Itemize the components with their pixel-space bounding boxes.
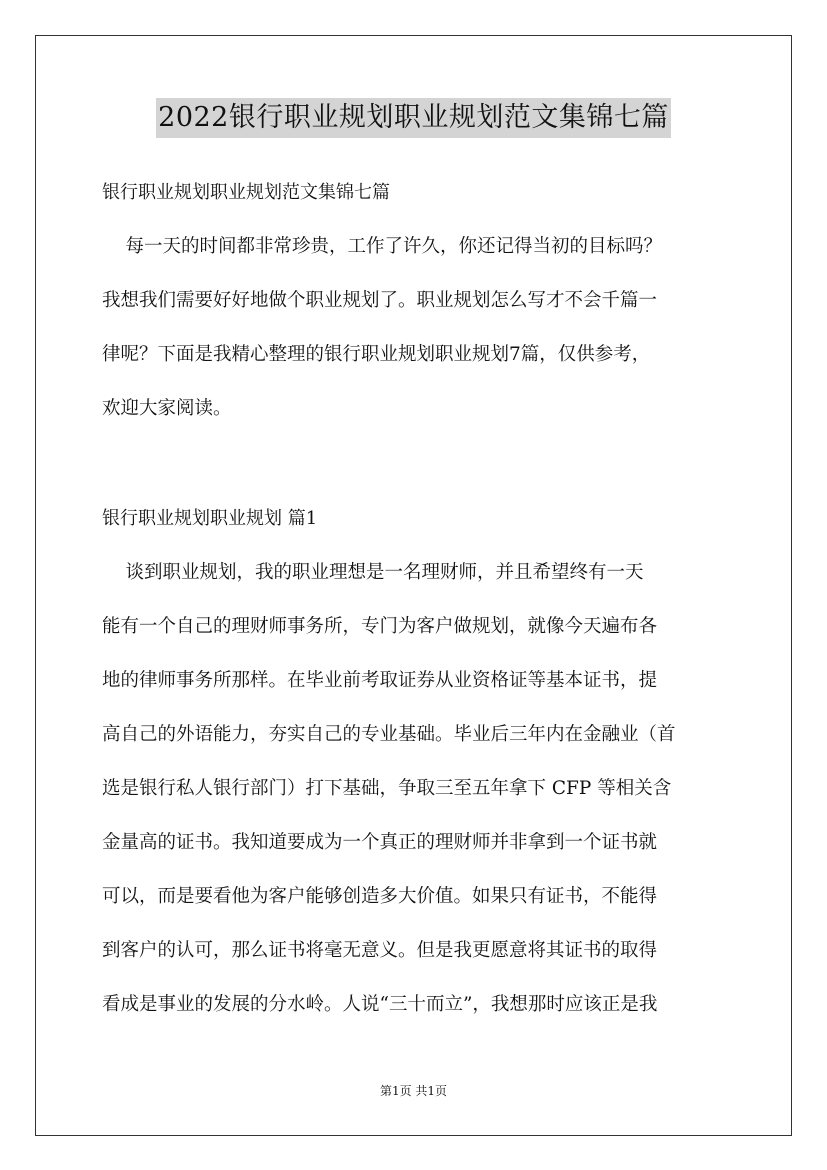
page-footer: 第1页 共1页 bbox=[379, 1084, 448, 1098]
title-container bbox=[0, 98, 827, 138]
body-line: 到客户的认可，那么证书将毫无意义。但是我更愿意将其证书的取得 bbox=[102, 940, 658, 961]
intro-line: 欢迎大家阅读。 bbox=[102, 398, 232, 419]
intro-line: 每一天的时间都非常珍贵，工作了许久，你还记得当初的目标吗？ bbox=[102, 236, 663, 257]
body-line: 看成是事业的发展的分水岭。人说“三十而立”，我想那时应该正是我 bbox=[102, 994, 658, 1015]
body-line: 选是银行私人银行部门）打下基础，争取三至五年拿下 CFP 等相关含 bbox=[102, 778, 672, 799]
section-heading: 银行职业规划职业规划 篇1 bbox=[102, 508, 318, 529]
body-line: 谈到职业规划，我的职业理想是一名理财师，并且希望终有一天 bbox=[102, 562, 644, 583]
document-subtitle: 银行职业规划职业规划范文集锦七篇 bbox=[102, 182, 390, 203]
intro-paragraph bbox=[102, 233, 728, 449]
body-line: 可以，而是要看他为客户能够创造多大价值。如果只有证书，不能得 bbox=[102, 886, 658, 907]
body-paragraph bbox=[102, 559, 728, 1045]
document-title: 2022银行职业规划职业规划范文集锦七篇 bbox=[156, 98, 671, 138]
intro-line: 我想我们需要好好地做个职业规划了。职业规划怎么写才不会千篇一 bbox=[102, 290, 658, 311]
intro-line: 律呢？下面是我精心整理的银行职业规划职业规划7篇，仅供参考， bbox=[102, 344, 651, 365]
body-line: 金量高的证书。我知道要成为一个真正的理财师并非拿到一个证书就 bbox=[102, 832, 658, 853]
body-line: 地的律师事务所那样。在毕业前考取证券从业资格证等基本证书，提 bbox=[102, 670, 658, 691]
body-line: 高自己的外语能力，夯实自己的专业基础。毕业后三年内在金融业（首 bbox=[102, 724, 676, 745]
body-line: 能有一个自己的理财师事务所，专门为客户做规划，就像今天遍布各 bbox=[102, 616, 658, 637]
